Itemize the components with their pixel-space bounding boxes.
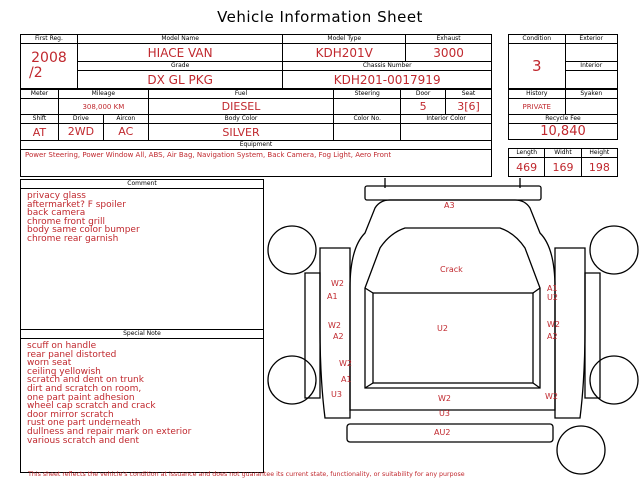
- shift-value: AT: [21, 124, 59, 141]
- list-item: scratch and dent on trunk: [27, 375, 144, 386]
- body-outline: [350, 200, 555, 410]
- damage-mark: U3: [331, 390, 342, 399]
- damage-mark: A1: [341, 375, 352, 384]
- fuel-value: DIESEL: [148, 99, 334, 115]
- damage-mark: W2: [339, 359, 352, 368]
- equipment-value: Power Steering, Power Window All, ABS, Air Bag, Navigation System, Back Camera, Fog Light, Aero Front: [21, 150, 492, 177]
- cabin-outline: [365, 228, 540, 388]
- spec-table: [20, 89, 492, 141]
- fuel-label: Fuel: [148, 90, 334, 99]
- drive-aircon-labels: [58, 115, 148, 124]
- steering-value: [334, 99, 401, 115]
- interior-color-label: Interior Color: [401, 115, 492, 124]
- history-label: History: [509, 90, 566, 99]
- wheel-rear-right: [590, 356, 638, 404]
- list-item: worn seat: [27, 358, 72, 369]
- steering-label: Steering: [334, 90, 401, 99]
- exterior-value: [565, 44, 618, 62]
- shift-label: Shift: [21, 115, 59, 124]
- list-item: privacy glass: [27, 191, 86, 201]
- interior-color-value: [401, 124, 492, 141]
- chassis-value: KDH201-0017919: [283, 71, 492, 89]
- damage-mark: U3: [439, 409, 450, 418]
- list-item: chrome rear garnish: [27, 233, 119, 244]
- exterior-label: Exterior: [565, 35, 618, 44]
- list-item: chrome front grill: [27, 216, 106, 227]
- spare-wheel: [557, 426, 605, 474]
- list-item: scuff on handle: [27, 341, 97, 351]
- meter-label: Meter: [21, 90, 59, 99]
- comment-label: Comment: [21, 180, 263, 189]
- body-color-label: Body Color: [148, 115, 334, 124]
- grade-label: Grade: [77, 62, 282, 71]
- dimensions-table: [508, 148, 618, 177]
- length-value: 469: [509, 158, 545, 177]
- equipment-label: Equipment: [21, 141, 492, 150]
- condition-table: [508, 34, 618, 89]
- first-reg-month: /2: [29, 65, 43, 81]
- page-title: Vehicle Information Sheet: [217, 8, 423, 26]
- history-table: [508, 89, 618, 140]
- special-note-list: [21, 339, 263, 445]
- exhaust-label: Exhaust: [406, 35, 492, 44]
- vehicle-damage-diagram: [265, 178, 640, 480]
- list-item: dullness and repair mark on exterior: [27, 426, 192, 437]
- wheel-rear-left: [268, 356, 316, 404]
- wheel-front-left: [268, 226, 316, 274]
- grade-value: DX GL PKG: [77, 71, 282, 89]
- aircon-label: Aircon: [116, 115, 136, 122]
- model-info-table: [20, 34, 492, 89]
- chassis-label: Chassis Number: [283, 62, 492, 71]
- damage-mark: W2: [438, 394, 451, 403]
- list-item: back camera: [27, 208, 86, 219]
- list-item: rear panel distorted: [27, 349, 117, 360]
- damage-mark: A2: [547, 332, 558, 341]
- model-name-label: Model Name: [77, 35, 282, 44]
- first-reg-label: First Reg.: [21, 35, 78, 44]
- first-reg-year: 2008: [31, 50, 67, 66]
- condition-label: Condition: [509, 35, 566, 44]
- list-item: ceiling yellowish: [27, 366, 101, 377]
- meter-value: [21, 99, 59, 115]
- color-no-value: [334, 124, 401, 141]
- height-label: Height: [581, 149, 617, 158]
- condition-value: 3: [509, 44, 566, 89]
- list-item: rust one part underneath: [27, 418, 141, 429]
- list-item: body same color bumper: [27, 225, 140, 236]
- special-note-label: Special Note: [21, 329, 263, 339]
- damage-mark: A2: [333, 332, 344, 341]
- list-item: dirt and scratch on room,: [27, 383, 142, 394]
- damage-mark: W2: [328, 321, 341, 330]
- first-reg-value: [21, 44, 78, 89]
- drive-label: Drive: [59, 115, 104, 123]
- damage-mark: W2: [331, 279, 344, 288]
- width-label: Widht: [545, 149, 581, 158]
- syaken-value: [565, 99, 617, 115]
- damage-mark: A1: [547, 284, 558, 293]
- length-label: Length: [509, 149, 545, 158]
- damage-mark: A1: [327, 292, 338, 301]
- syaken-label: Syaken: [565, 90, 617, 99]
- mileage-label: Mileage: [58, 90, 148, 99]
- seat-value: 3[6]: [446, 99, 492, 115]
- damage-mark: W2: [547, 320, 560, 329]
- drive-value: 2WD: [59, 124, 104, 140]
- model-type-value: KDH201V: [283, 44, 406, 62]
- damage-mark: U2: [437, 324, 448, 333]
- drive-aircon-values: [58, 124, 148, 141]
- exhaust-value: 3000: [406, 44, 492, 62]
- mileage-value: 308,000 KM: [58, 99, 148, 115]
- roof-strip: [365, 186, 541, 200]
- seat-label: Seat: [446, 90, 492, 99]
- history-value: PRIVATE: [509, 99, 566, 115]
- damage-mark: W2: [545, 392, 558, 401]
- model-name-value: HIACE VAN: [77, 44, 282, 62]
- aircon-value: AC: [118, 125, 134, 138]
- floor-panel: [373, 293, 533, 383]
- color-no-label: Color No.: [334, 115, 401, 124]
- door-value: 5: [401, 99, 446, 115]
- body-color-value: SILVER: [148, 124, 334, 141]
- damage-mark: AU2: [434, 428, 451, 437]
- damage-mark: U2: [547, 293, 558, 302]
- damage-mark: A3: [444, 201, 455, 210]
- list-item: aftermarket? F spoiler: [27, 199, 126, 210]
- disclaimer-footer: This sheet reflects the vehicle's condition at issuance and does not guarantee its current state, functionality, or suitability for any purpose: [28, 471, 465, 478]
- interior-value: [565, 71, 618, 89]
- height-value: 198: [581, 158, 617, 177]
- right-side-panel: [555, 248, 585, 418]
- equipment-table: [20, 140, 492, 177]
- list-item: various scratch and dent: [27, 435, 139, 446]
- list-item: door mirror scratch: [27, 409, 114, 420]
- comment-box: [20, 179, 264, 473]
- width-value: 169: [545, 158, 581, 177]
- model-type-label: Model Type: [283, 35, 406, 44]
- recycle-fee-value: 10,840: [509, 124, 618, 140]
- door-label: Door: [401, 90, 446, 99]
- interior-label: Interior: [565, 62, 618, 71]
- recycle-fee-label: Recycle Fee: [509, 115, 618, 124]
- list-item: one part paint adhesion: [27, 392, 135, 403]
- damage-mark: Crack: [440, 265, 463, 274]
- list-item: wheel cap scratch and crack: [27, 401, 156, 412]
- comment-list: [21, 189, 263, 328]
- wheel-front-right: [590, 226, 638, 274]
